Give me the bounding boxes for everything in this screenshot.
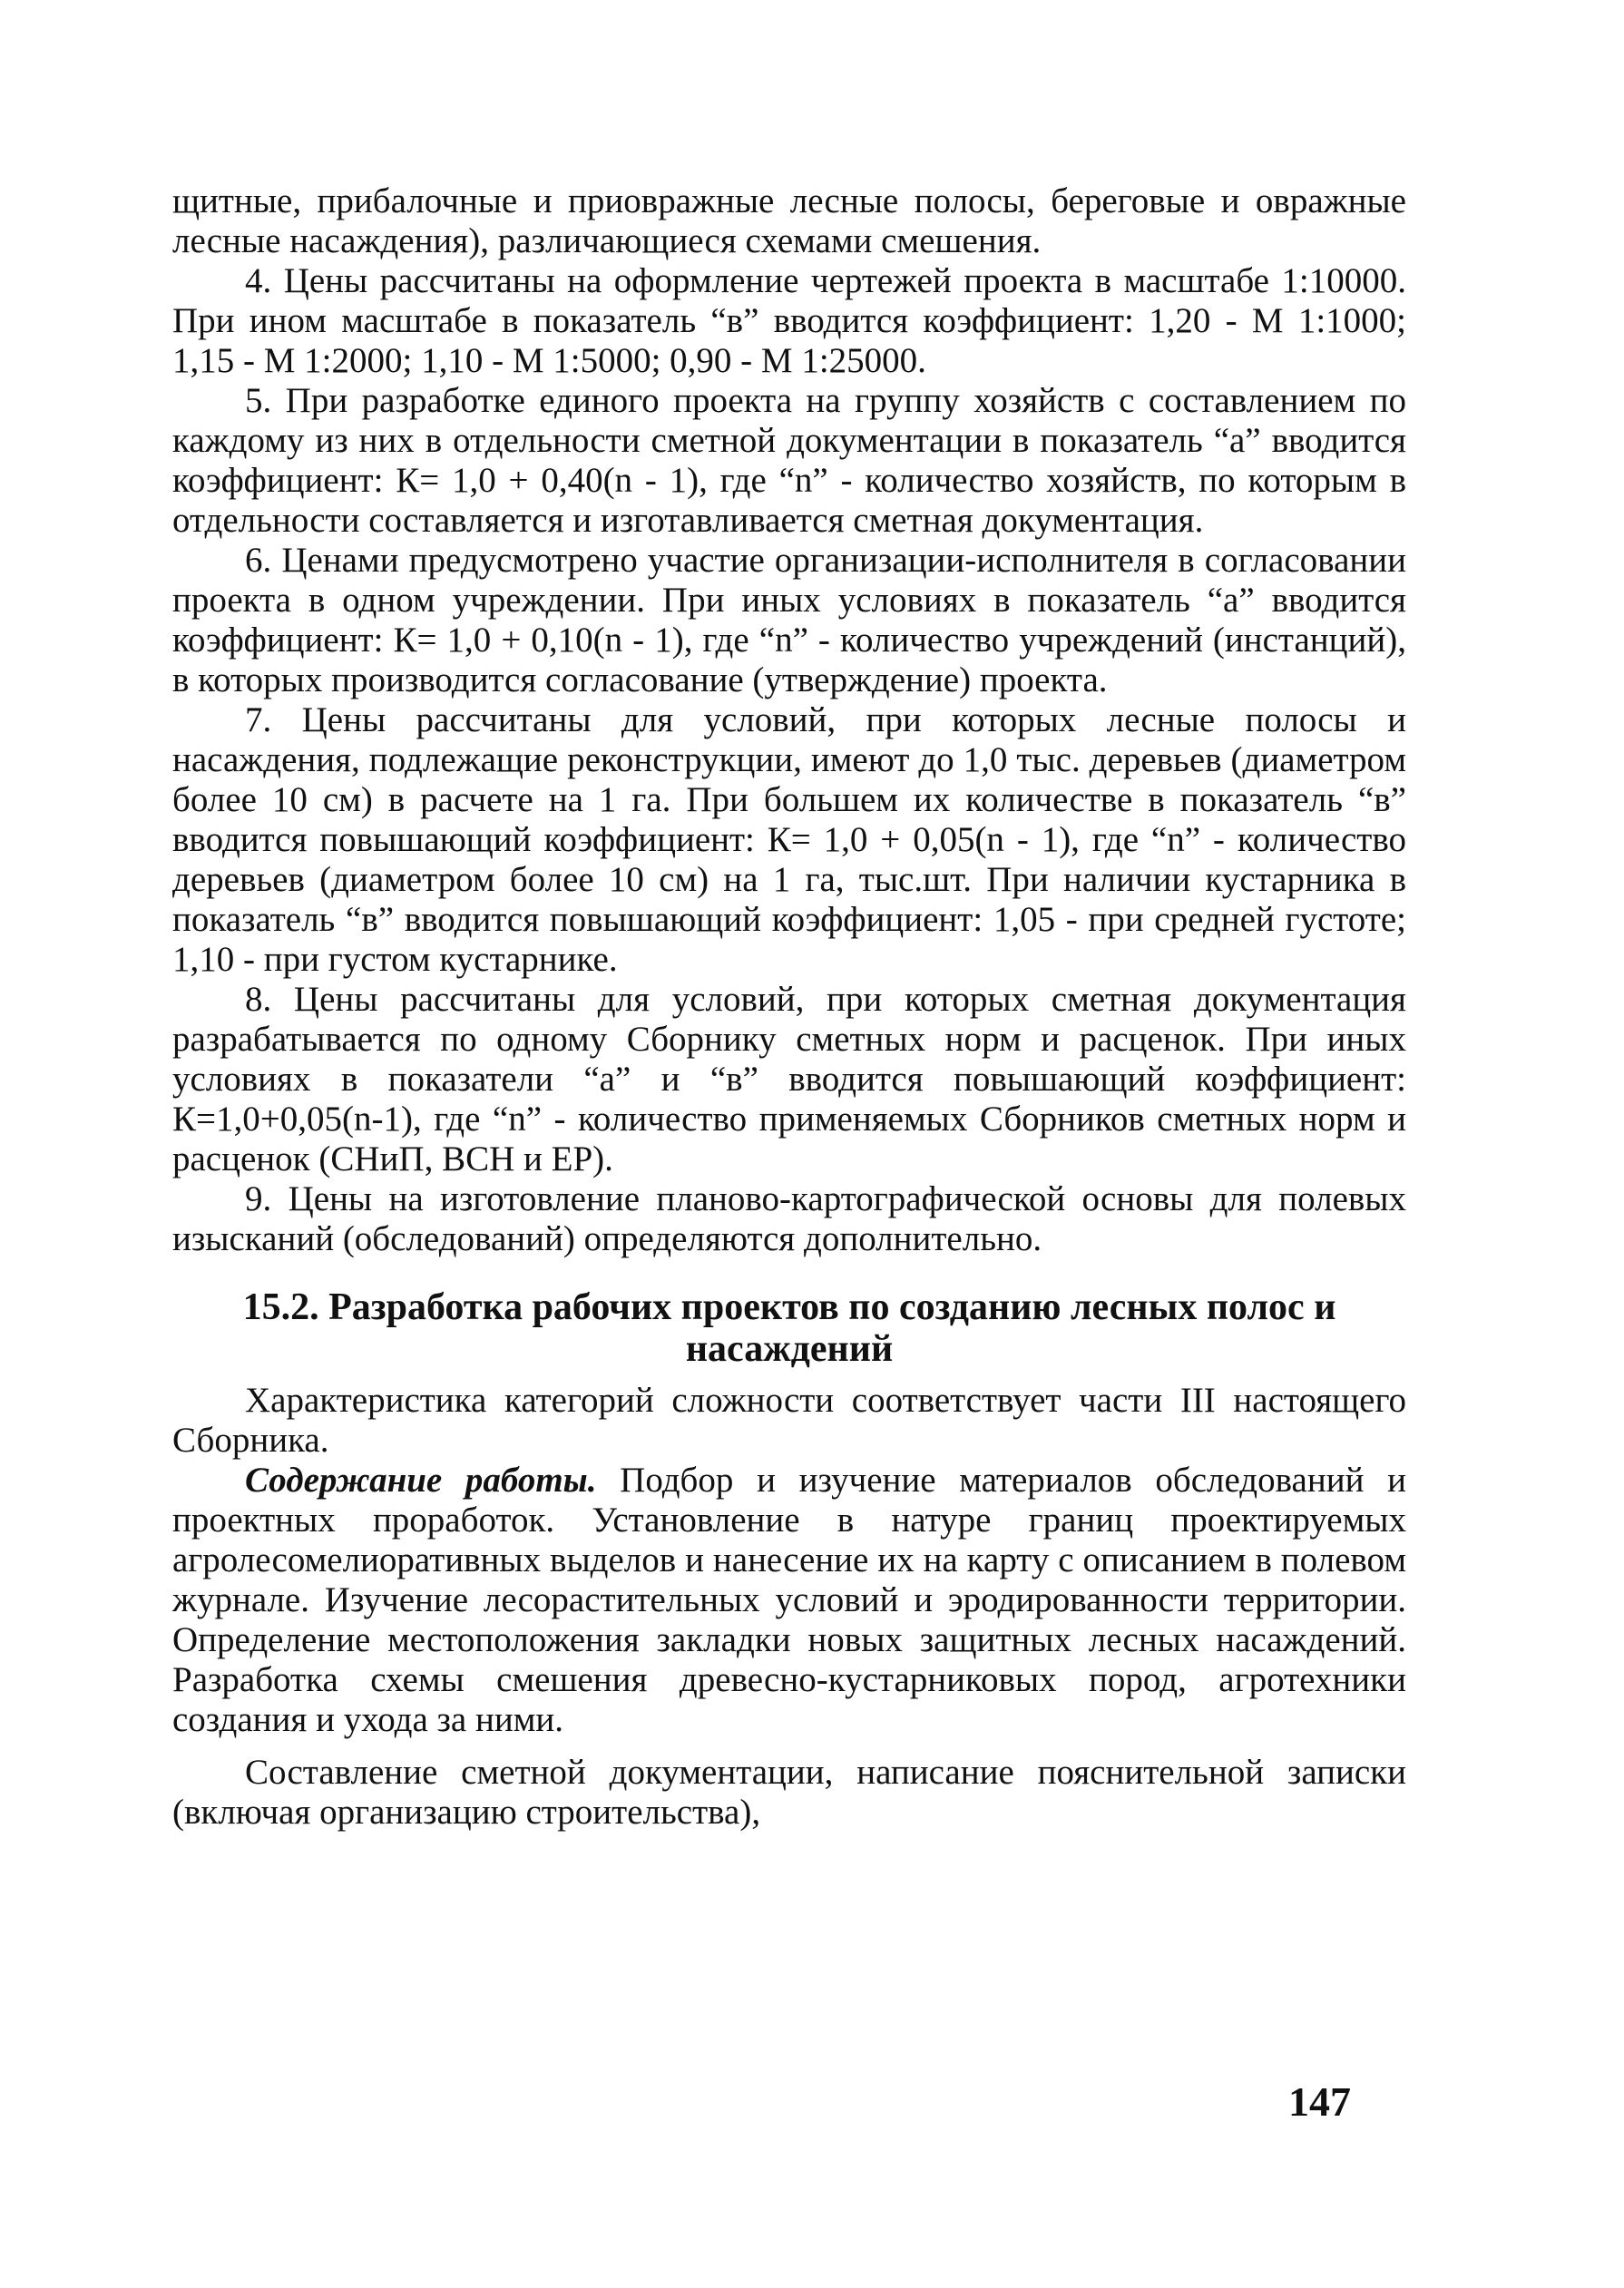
paragraph-item-9: 9. Цены на изготовление планово-картографической основы для полевых изысканий (обследований) определяются дополнительно. bbox=[172, 1179, 1406, 1258]
paragraph-item-8: 8. Цены рассчитаны для условий, при которых сметная документация разрабатывается по одному Сборнику сметных норм и расценок. При иных условиях в показатели “а” и “в” вводится повышающий коэффициент: К=1,0+0,05(n-1), где “n” - количество применяемых Сборников сметных норм и расценок (СНиП, ВСН и ЕР). bbox=[172, 980, 1406, 1178]
paragraph-gap bbox=[172, 1740, 1406, 1753]
page-number: 147 bbox=[1288, 2078, 1351, 2125]
work-content-lead: Содержание работы. bbox=[245, 1461, 597, 1500]
paragraph-item-7: 7. Цены рассчитаны для условий, при которых лесные полосы и насаждения, подлежащие реконструкции, имеют до 1,0 тыс. деревьев (диаметром более 10 см) в расчете на 1 га. При большем их количестве в показатель “в” вводится повышающий коэффициент: К= 1,0 + 0,05(n - 1), где “n” - количество деревьев (диаметром более 10 см) на 1 га, тыс.шт. При наличии кустарника в показатель “в” вводится повышающий коэффициент: 1,05 - при средней густоте; 1,10 - при густом кустарнике. bbox=[172, 700, 1406, 979]
page-body bbox=[172, 181, 1406, 1833]
paragraph-category-complexity: Характеристика категорий сложности соответствует части III настоящего Сборника. bbox=[172, 1381, 1406, 1460]
work-content-text: Подбор и изучение материалов обследований и проектных проработок. Установление в натуре границ проектируемых агролесомелиоративных выделов и нанесение их на карту с описанием в полевом журнале. Изучение лесорастительных условий и эродированности территории. Определение местоположения закладки новых защитных лесных насаждений. Разработка схемы смешения древесно-кустарниковых пород, агротехники создания и ухода за ними. bbox=[172, 1461, 1406, 1739]
paragraph-item-4: 4. Цены рассчитаны на оформление чертежей проекта в масштабе 1:10000. При ином масштабе в показатель “в” вводится коэффициент: 1,20 - М 1:1000; 1,15 - М 1:2000; 1,10 - М 1:5000; 0,90 - М 1:25000. bbox=[172, 261, 1406, 380]
paragraph-estimate-documentation: Составление сметной документации, написание пояснительной записки (включая организацию строительства), bbox=[172, 1753, 1406, 1832]
paragraph-item-5: 5. При разработке единого проекта на группу хозяйств с составлением по каждому из них в отдельности сметной документации в показатель “а” вводится коэффициент: К= 1,0 + 0,40(n - 1), где “n” - количество хозяйств, по которым в отдельности составляется и изготавливается сметная документация. bbox=[172, 381, 1406, 540]
paragraph-continuation: щитные, прибалочные и приовражные лесные полосы, береговые и овражные лесные насаждения), различающиеся схемами смешения. bbox=[172, 181, 1406, 260]
paragraph-item-6: 6. Ценами предусмотрено участие организации-исполнителя в согласовании проекта в одном учреждении. При иных условиях в показатель “а” вводится коэффициент: К= 1,0 + 0,10(n - 1), где “n” - количество учреждений (инстанций), в которых производится согласование (утверждение) проекта. bbox=[172, 541, 1406, 699]
section-heading: 15.2. Разработка рабочих проектов по созданию лесных полос и насаждений bbox=[242, 1286, 1336, 1370]
paragraph-work-content bbox=[172, 1461, 1406, 1740]
